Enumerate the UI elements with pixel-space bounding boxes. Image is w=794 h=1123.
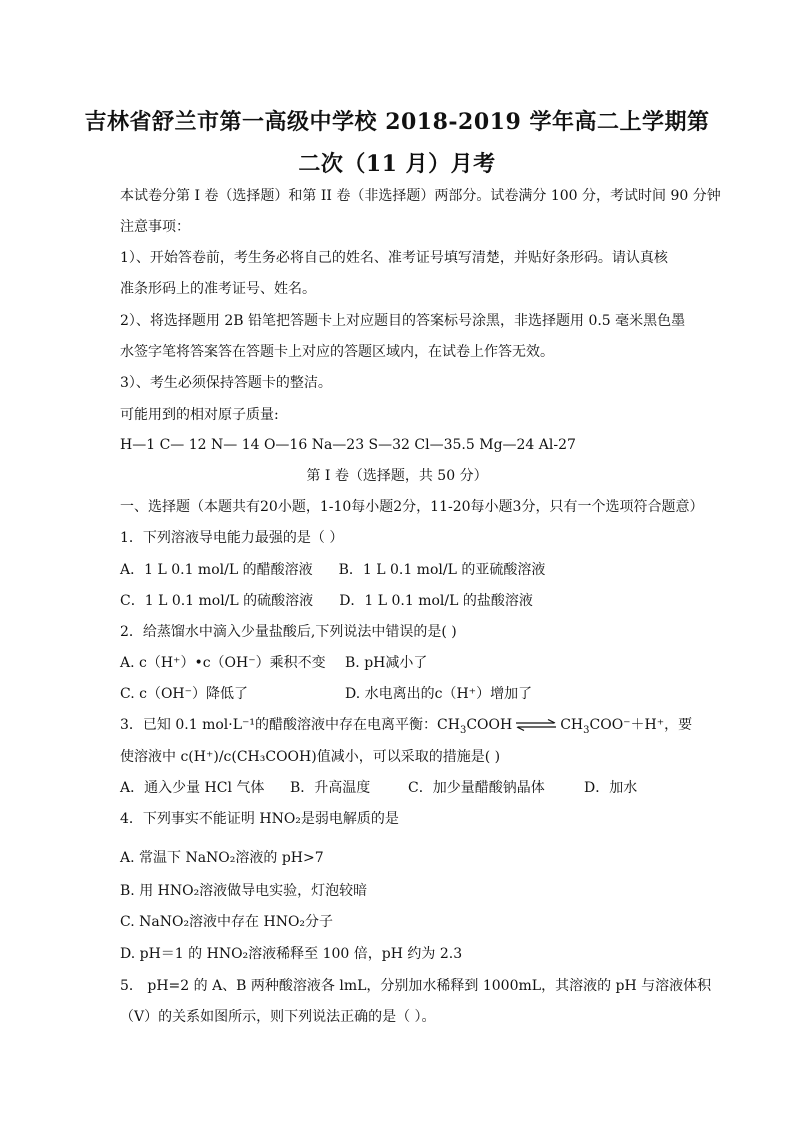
atomic-mass-list: H—1 C— 12 N— 14 O—16 Na—23 S—32 Cl—35.5 Mg—24 Al-27 <box>120 437 576 453</box>
q2-option-c: C. c（OH⁻）降低了 <box>120 686 249 702</box>
q3-option-b: B．升高温度 <box>290 780 371 796</box>
q2-option-d: D. 水电离出的c（H⁺）增加了 <box>345 686 533 702</box>
q3-option-c: C．加少量醋酸钠晶体 <box>408 780 545 796</box>
q3-stem-part-b: COOH <box>466 717 513 733</box>
q3-subscript-2: 3 <box>583 724 590 736</box>
q4-option-b: B. 用 HNO₂溶液做导电实验，灯泡较暗 <box>120 883 368 899</box>
q2-option-b: B. pH减小了 <box>345 655 428 671</box>
section-1-title: 第 I 卷（选择题，共 50 分） <box>306 468 488 484</box>
note-3: 3）、考生必须保持答题卡的整洁。 <box>120 375 332 391</box>
q1-options-row2 <box>120 591 533 611</box>
q5-stem-line1: 5． pH=2 的 A、B 两种酸溶液各 lmL，分别加水稀释到 1000mL，其溶液的 pH 与溶液体积 <box>120 978 712 994</box>
equilibrium-arrow-icon <box>514 719 558 731</box>
note-1-line-a: 1）、开始答卷前，考生务必将自己的姓名、准考证号填写清楚，并贴好条形码。请认真核 <box>120 250 668 266</box>
notes-heading: 注意事项： <box>120 219 190 235</box>
note-2-line-a: 2）、将选择题用 2B 铅笔把答题卡上对应题目的答案标号涂黑，非选择题用 0.5 毫米黑色墨 <box>120 313 686 329</box>
q2-stem: 2．给蒸馏水中滴入少量盐酸后,下列说法中错误的是( ) <box>120 624 457 640</box>
q4-stem: 4．下列事实不能证明 HNO₂是弱电解质的是 <box>120 811 399 827</box>
section-1-instructions: 一、选择题（本题共有20小题，1-10每小题2分，11-20每小题3分，只有一个选项符合题意） <box>120 499 704 515</box>
atomic-mass-heading: 可能用到的相对原子质量: <box>120 407 279 423</box>
q3-option-a: A．通入少量 HCl 气体 <box>120 780 265 796</box>
q1-option-a: A．1 L 0.1 mol/L 的醋酸溶液 <box>120 562 313 578</box>
q4-option-d: D. pH＝1 的 HNO₂溶液稀释至 100 倍，pH 约为 2.3 <box>120 946 463 962</box>
q5-stem-line2: （V）的关系如图所示，则下列说法正确的是（ ）。 <box>120 1009 436 1025</box>
q2-option-a: A. c（H⁺）•c（OH⁻）乘积不变 <box>120 655 326 671</box>
q3-stem-line1 <box>120 715 692 741</box>
q1-options-row1 <box>120 560 545 580</box>
q1-option-b: B．1 L 0.1 mol/L 的亚硫酸溶液 <box>338 562 546 578</box>
q3-stem-part-c: CH <box>560 717 584 733</box>
q3-option-d: D．加水 <box>584 780 638 796</box>
q3-subscript-1: 3 <box>459 724 467 736</box>
q1-stem: 1．下列溶液导电能力最强的是（ ） <box>120 530 344 546</box>
exam-title-line1: 吉林省舒兰市第一高级中学校 2018-2019 学年高二上学期第 <box>84 109 710 135</box>
q4-option-a: A. 常温下 NaNO₂溶液的 pH>7 <box>120 850 324 866</box>
q3-stem-part-d: COO⁻＋H⁺，要 <box>589 717 693 733</box>
q1-option-c: C．1 L 0.1 mol/L 的硫酸溶液 <box>120 593 314 609</box>
q3-stem-part-a: 3．已知 0.1 mol·L⁻¹的醋酸溶液中存在电离平衡：CH <box>120 717 460 733</box>
q1-option-d: D．1 L 0.1 mol/L 的盐酸溶液 <box>339 593 533 609</box>
exam-title-line2: 二次（11 月）月考 <box>298 151 496 177</box>
q4-option-c: C. NaNO₂溶液中存在 HNO₂分子 <box>120 914 334 930</box>
intro-text: 本试卷分第 I 卷（选择题）和第 II 卷（非选择题）两部分。试卷满分 100 分，考试时间 90 分钟 <box>120 188 721 204</box>
note-2-line-b: 水签字笔将答案答在答题卡上对应的答题区域内，在试卷上作答无效。 <box>120 344 554 360</box>
q3-stem-line2: 使溶液中 c(H⁺)/c(CH₃COOH)值减小，可以采取的措施是( ) <box>120 749 501 765</box>
note-1-line-b: 准条形码上的准考证号、姓名。 <box>120 281 316 297</box>
